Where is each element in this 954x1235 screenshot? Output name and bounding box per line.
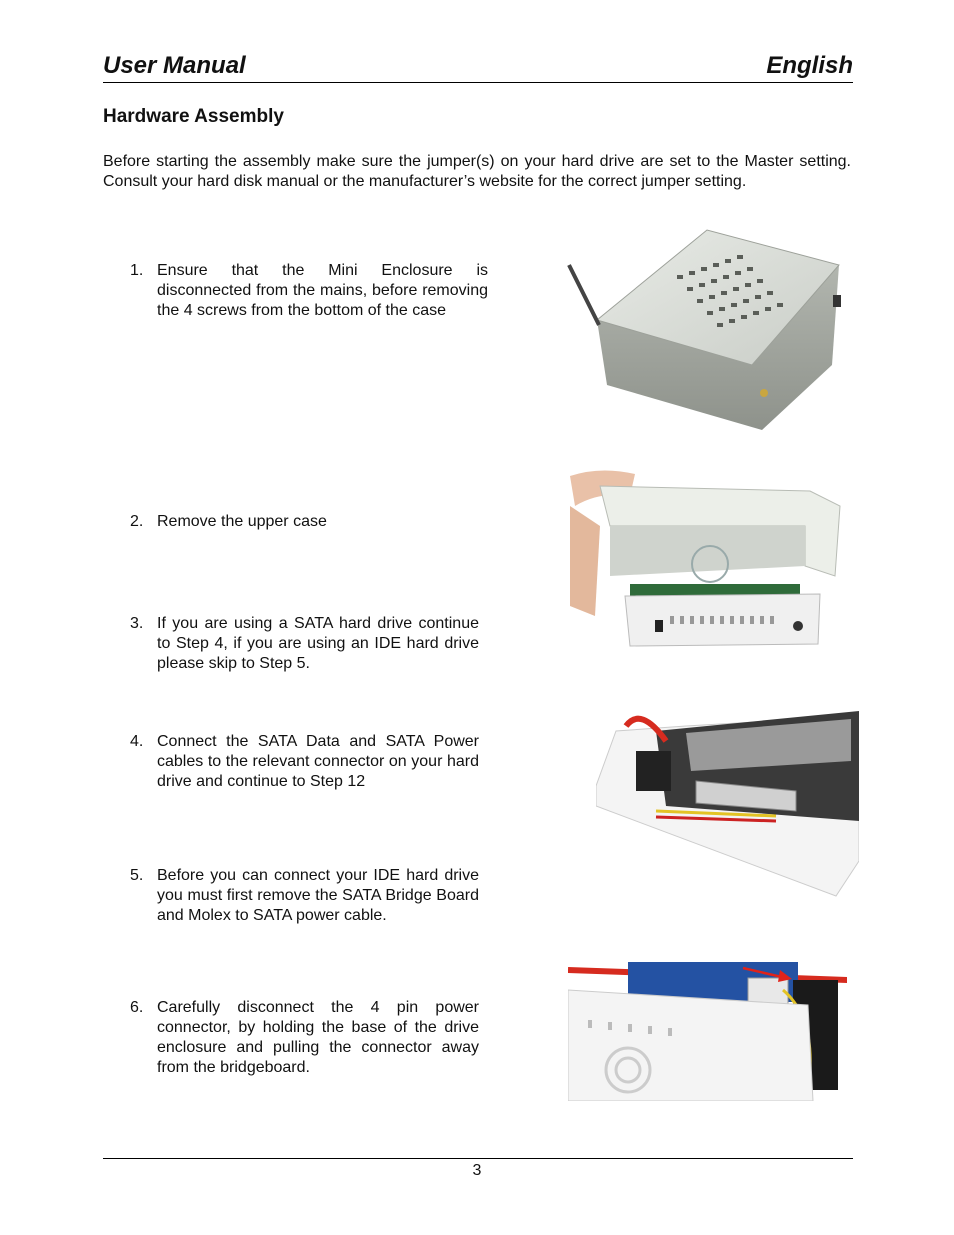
page-header: [103, 52, 853, 83]
step-number: 5.: [130, 867, 144, 884]
step-text: If you are using a SATA hard drive continue to Step 4, if you are using an IDE hard drive please skip to Step 5.: [157, 615, 479, 672]
step-text: Before you can connect your IDE hard drive you must first remove the SATA Bridge Board and Molex to SATA power cable.: [157, 867, 479, 924]
page-number: 3: [472, 1162, 482, 1179]
step-text: Carefully disconnect the 4 pin power connector, by holding the base of the drive enclosure and pulling the connector away from the bridgeboard.: [157, 999, 479, 1076]
step-text: Remove the upper case: [157, 513, 327, 530]
remove-upper-case-photo: [570, 466, 842, 648]
intro-paragraph: Before starting the assembly make sure the jumper(s) on your hard drive are set to the Master setting. Consult your hard disk manual or the manufacturer’s website for the correct jumper setting.: [103, 153, 851, 190]
power-connector-photo: [568, 960, 847, 1101]
step-text: Ensure that the Mini Enclosure is disconnected from the mains, before removing the 4 screws from the bottom of the case: [157, 262, 488, 319]
step-number: 3.: [130, 615, 144, 632]
enclosure-bottom-photo: [567, 225, 852, 440]
sata-connection-photo: [596, 711, 859, 901]
step-number: 1.: [130, 262, 144, 279]
step-number: 2.: [130, 513, 144, 530]
step-text: Connect the SATA Data and SATA Power cables to the relevant connector on your hard drive and continue to Step 12: [157, 733, 479, 790]
step-number: 6.: [130, 999, 144, 1016]
section-title: Hardware Assembly: [103, 106, 284, 127]
header-language: English: [766, 52, 853, 79]
step-number: 4.: [130, 733, 144, 750]
header-title: User Manual: [103, 52, 246, 79]
footer-rule: [103, 1158, 853, 1159]
